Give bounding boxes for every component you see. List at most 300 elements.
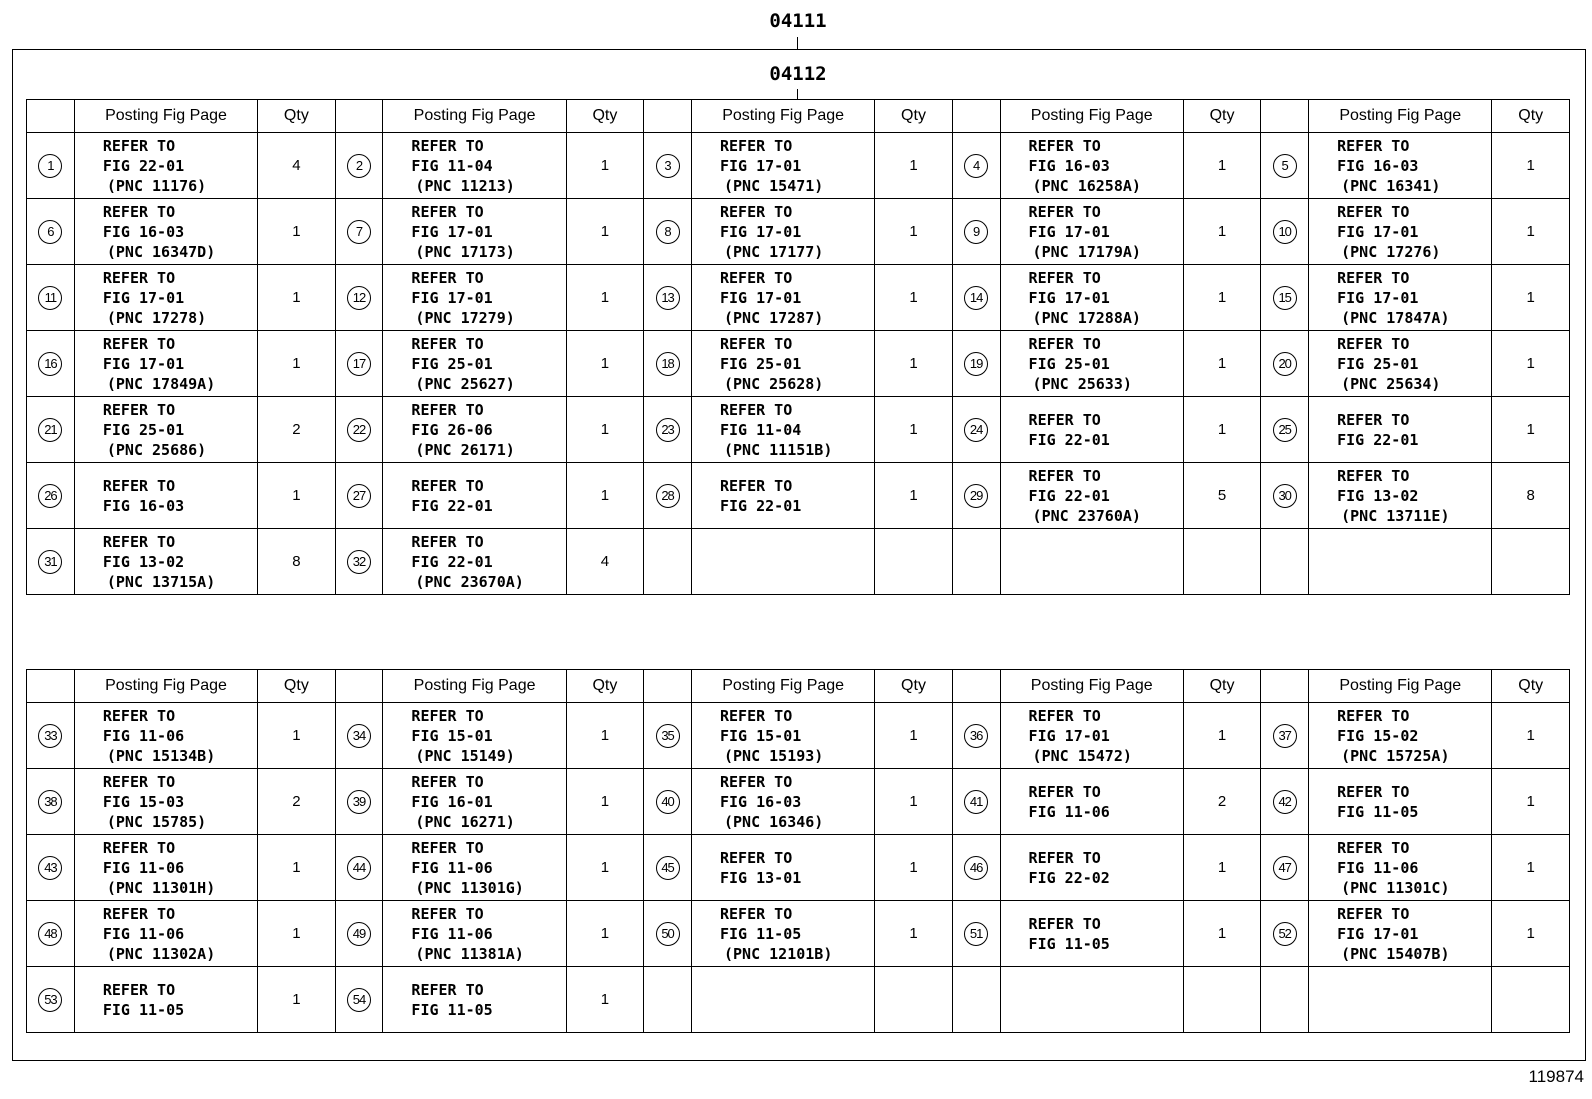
figure-reference-number: 119874: [1528, 1067, 1584, 1086]
refer-to-text: REFER TO: [102, 532, 176, 551]
qty-cell: 1: [1183, 133, 1260, 199]
pnc-reference: (PNC 17847A): [1341, 308, 1450, 327]
fig-reference[interactable]: FIG 22-01: [411, 496, 493, 515]
callout-number: 19: [964, 352, 988, 376]
callout-number: 31: [38, 550, 62, 574]
pnc-reference: (PNC 23670A): [415, 572, 524, 591]
posting-cell: [383, 529, 566, 595]
item-number-cell: [1261, 199, 1309, 265]
fig-reference[interactable]: FIG 17-01: [1337, 222, 1419, 241]
callout-number: 25: [1273, 418, 1297, 442]
fig-reference[interactable]: FIG 13-01: [719, 868, 802, 887]
posting-cell: [1309, 331, 1492, 397]
item-number-cell: [335, 331, 383, 397]
posting-cell: [1309, 199, 1492, 265]
refer-to-text: REFER TO: [1028, 202, 1101, 221]
fig-reference[interactable]: FIG 11-05: [719, 924, 802, 943]
pnc-reference: (PNC 15725A): [1341, 746, 1450, 765]
fig-reference[interactable]: FIG 25-01: [1028, 354, 1110, 373]
item-number-cell: [1261, 265, 1309, 331]
fig-reference[interactable]: FIG 17-01: [411, 222, 493, 241]
pnc-reference: (PNC 17179A): [1032, 242, 1141, 261]
item-number-cell: [1261, 703, 1309, 769]
item-number-cell: [1261, 769, 1309, 835]
callout-number: 23: [656, 418, 680, 442]
item-number-cell: [27, 397, 75, 463]
fig-reference[interactable]: FIG 17-01: [719, 222, 802, 241]
item-number-cell: [952, 835, 1000, 901]
qty-cell: 1: [1492, 703, 1570, 769]
qty-cell: 1: [875, 901, 952, 967]
posting-cell: [74, 265, 257, 331]
item-number-cell: [27, 901, 75, 967]
qty-cell: 8: [1492, 463, 1570, 529]
callout-number: 36: [964, 724, 988, 748]
refer-to-text: REFER TO: [411, 904, 484, 923]
fig-reference[interactable]: FIG 11-06: [411, 924, 493, 943]
callout-number: 48: [38, 922, 62, 946]
item-number-cell: [1261, 133, 1309, 199]
item-number-cell: [644, 967, 692, 1033]
callout-number: 37: [1273, 724, 1297, 748]
header-qty: Qty: [1492, 100, 1570, 133]
posting-cell: [691, 529, 874, 595]
fig-reference[interactable]: FIG 26-06: [411, 420, 493, 439]
header-posting-fig-page: Posting Fig Page: [691, 670, 874, 703]
table-row: [27, 265, 1570, 331]
item-number-cell: [1261, 901, 1309, 967]
posting-cell: [383, 265, 566, 331]
refer-to-text: REFER TO: [719, 706, 793, 725]
refer-to-text: REFER TO: [411, 268, 484, 287]
refer-to-text: REFER TO: [102, 202, 176, 221]
refer-to-text: REFER TO: [1028, 268, 1101, 287]
qty-cell: 1: [258, 835, 335, 901]
posting-cell: [691, 133, 874, 199]
item-number-cell: [335, 133, 383, 199]
pnc-reference: (PNC 11301C): [1341, 878, 1450, 897]
fig-reference[interactable]: FIG 11-04: [719, 420, 802, 439]
qty-cell: 1: [258, 901, 335, 967]
callout-number: 51: [964, 922, 988, 946]
qty-cell: 1: [258, 265, 335, 331]
fig-reference[interactable]: FIG 22-02: [1028, 868, 1110, 887]
fig-reference[interactable]: FIG 22-01: [1028, 486, 1110, 505]
fig-reference[interactable]: FIG 17-01: [1028, 222, 1110, 241]
posting-cell: [74, 199, 257, 265]
item-number-cell: [335, 397, 383, 463]
item-number-cell: [335, 703, 383, 769]
refer-to-text: REFER TO: [719, 772, 793, 791]
item-number-cell: [644, 397, 692, 463]
callout-number: 12: [347, 286, 371, 310]
refer-to-text: REFER TO: [1337, 268, 1410, 287]
callout-number: 5: [1273, 154, 1297, 178]
callout-number: 43: [38, 856, 62, 880]
fig-reference[interactable]: FIG 25-01: [102, 420, 185, 439]
item-number-cell: [27, 529, 75, 595]
fig-reference[interactable]: FIG 11-06: [102, 924, 185, 943]
refer-to-text: REFER TO: [1337, 904, 1410, 923]
fig-reference[interactable]: FIG 15-01: [411, 726, 493, 745]
callout-number: 10: [1273, 220, 1297, 244]
header-posting-fig-page: Posting Fig Page: [1000, 670, 1183, 703]
posting-cell: [383, 199, 566, 265]
fig-reference[interactable]: FIG 15-02: [1337, 726, 1419, 745]
item-number-cell: [1261, 331, 1309, 397]
fig-reference[interactable]: FIG 16-03: [1337, 156, 1419, 175]
fig-reference[interactable]: FIG 16-03: [719, 792, 802, 811]
callout-number: 2: [347, 154, 371, 178]
sub-code-tick: [797, 89, 798, 99]
callout-number: 38: [38, 790, 62, 814]
item-number-cell: [1261, 835, 1309, 901]
pnc-reference: (PNC 15407B): [1341, 944, 1450, 963]
posting-cell: [1000, 463, 1183, 529]
header-qty: Qty: [875, 670, 952, 703]
fig-reference[interactable]: FIG 17-01: [719, 156, 802, 175]
callout-number: 53: [38, 988, 62, 1012]
posting-cell: [1000, 901, 1183, 967]
pnc-reference: (PNC 11151B): [723, 440, 833, 459]
refer-to-text: REFER TO: [102, 334, 176, 353]
qty-cell: 1: [875, 703, 952, 769]
fig-reference[interactable]: FIG 16-03: [102, 222, 185, 241]
posting-cell: [691, 967, 874, 1033]
refer-to-text: REFER TO: [1337, 334, 1410, 353]
fig-reference[interactable]: FIG 11-04: [411, 156, 493, 175]
callout-number: 35: [656, 724, 680, 748]
refer-to-text: REFER TO: [411, 400, 484, 419]
posting-cell: [383, 769, 566, 835]
posting-cell: [1000, 835, 1183, 901]
fig-reference[interactable]: FIG 16-01: [411, 792, 493, 811]
callout-number: 15: [1273, 286, 1297, 310]
refer-to-text: REFER TO: [1028, 782, 1101, 801]
fig-reference[interactable]: FIG 25-01: [411, 354, 493, 373]
header-number-cell: [952, 670, 1000, 703]
qty-cell: 1: [1492, 835, 1570, 901]
qty-cell: 1: [566, 199, 643, 265]
header-posting-fig-page: Posting Fig Page: [1309, 670, 1492, 703]
qty-cell: 2: [258, 769, 335, 835]
item-number-cell: [644, 331, 692, 397]
callout-number: 33: [38, 724, 62, 748]
table-row: [27, 967, 1570, 1033]
fig-reference[interactable]: FIG 11-05: [1028, 934, 1110, 953]
fig-reference[interactable]: FIG 11-06: [1028, 802, 1110, 821]
qty-cell: 1: [566, 265, 643, 331]
group-code: 04111: [769, 10, 827, 32]
callout-number: 27: [347, 484, 371, 508]
item-number-cell: [27, 199, 75, 265]
pnc-reference: (PNC 15134B): [106, 746, 216, 765]
qty-cell: 1: [1183, 199, 1260, 265]
qty-cell: [1183, 967, 1260, 1033]
fig-reference[interactable]: FIG 17-01: [102, 288, 185, 307]
table-row: [27, 463, 1570, 529]
posting-cell: [1000, 529, 1183, 595]
callout-number: 13: [656, 286, 680, 310]
item-number-cell: [952, 397, 1000, 463]
posting-cell: [1309, 463, 1492, 529]
posting-cell: [1309, 265, 1492, 331]
fig-reference[interactable]: FIG 11-06: [102, 726, 185, 745]
fig-reference[interactable]: FIG 11-05: [1337, 802, 1419, 821]
qty-cell: 1: [1183, 703, 1260, 769]
qty-cell: 1: [258, 967, 335, 1033]
qty-cell: 1: [258, 703, 335, 769]
fig-reference[interactable]: FIG 16-03: [1028, 156, 1110, 175]
refer-to-text: REFER TO: [102, 838, 176, 857]
qty-cell: [875, 529, 952, 595]
qty-cell: 1: [566, 331, 643, 397]
table-row: [27, 133, 1570, 199]
qty-cell: 1: [1492, 199, 1570, 265]
qty-cell: 1: [1183, 901, 1260, 967]
callout-number: 29: [964, 484, 988, 508]
item-number-cell: [952, 529, 1000, 595]
item-number-cell: [644, 835, 692, 901]
callout-number: 14: [964, 286, 988, 310]
qty-cell: 1: [566, 397, 643, 463]
qty-cell: 1: [1492, 265, 1570, 331]
qty-cell: 5: [1183, 463, 1260, 529]
qty-cell: 4: [566, 529, 643, 595]
callout-number: 8: [656, 220, 680, 244]
callout-number: 47: [1273, 856, 1297, 880]
qty-cell: 1: [566, 769, 643, 835]
item-number-cell: [27, 835, 75, 901]
refer-to-text: REFER TO: [411, 706, 484, 725]
posting-cell: [1309, 967, 1492, 1033]
callout-number: 7: [347, 220, 371, 244]
callout-number: 39: [347, 790, 371, 814]
pnc-reference: (PNC 13715A): [106, 572, 216, 591]
header-posting-fig-page: Posting Fig Page: [691, 100, 874, 133]
pnc-reference: (PNC 17278): [106, 308, 207, 327]
posting-cell: [74, 529, 257, 595]
qty-cell: 1: [1492, 133, 1570, 199]
fig-reference[interactable]: FIG 17-01: [719, 288, 802, 307]
qty-cell: 2: [258, 397, 335, 463]
item-number-cell: [644, 703, 692, 769]
fig-reference[interactable]: FIG 15-03: [102, 792, 185, 811]
item-number-cell: [27, 703, 75, 769]
callout-number: 46: [964, 856, 988, 880]
qty-cell: 1: [875, 769, 952, 835]
item-number-cell: [335, 835, 383, 901]
item-number-cell: [335, 769, 383, 835]
callout-number: 42: [1273, 790, 1297, 814]
qty-cell: 1: [1183, 331, 1260, 397]
fig-reference[interactable]: FIG 22-01: [102, 156, 185, 175]
fig-reference[interactable]: FIG 15-01: [719, 726, 802, 745]
refer-to-text: REFER TO: [1028, 410, 1101, 429]
fig-reference[interactable]: FIG 22-01: [411, 552, 493, 571]
callout-number: 9: [964, 220, 988, 244]
posting-cell: [691, 199, 874, 265]
posting-cell: [74, 901, 257, 967]
posting-cell: [1000, 265, 1183, 331]
header-number-cell: [335, 100, 383, 133]
table-row: [27, 199, 1570, 265]
header-row: [27, 100, 1570, 133]
header-posting-fig-page: Posting Fig Page: [1000, 100, 1183, 133]
posting-cell: [1000, 769, 1183, 835]
item-number-cell: [27, 265, 75, 331]
refer-to-text: REFER TO: [1028, 334, 1101, 353]
posting-cell: [74, 967, 257, 1033]
posting-cell: [383, 967, 566, 1033]
header-number-cell: [1261, 100, 1309, 133]
callout-number: 32: [347, 550, 371, 574]
refer-to-text: REFER TO: [1028, 466, 1101, 485]
refer-to-text: REFER TO: [719, 848, 793, 867]
posting-cell: [1309, 703, 1492, 769]
item-number-cell: [644, 199, 692, 265]
posting-cell: [691, 331, 874, 397]
qty-cell: 1: [875, 463, 952, 529]
callout-number: 6: [38, 220, 62, 244]
fig-reference[interactable]: FIG 25-01: [1337, 354, 1419, 373]
header-number-cell: [644, 670, 692, 703]
posting-cell: [383, 397, 566, 463]
qty-cell: 1: [566, 835, 643, 901]
qty-cell: 2: [1183, 769, 1260, 835]
refer-to-text: REFER TO: [1337, 466, 1410, 485]
qty-cell: 1: [1183, 397, 1260, 463]
item-number-cell: [1261, 529, 1309, 595]
group-code-tick: [797, 37, 798, 49]
posting-cell: [383, 835, 566, 901]
refer-to-text: REFER TO: [1028, 848, 1101, 867]
fig-reference[interactable]: FIG 11-05: [102, 1000, 185, 1019]
posting-cell: [383, 703, 566, 769]
pnc-reference: (PNC 12101B): [723, 944, 833, 963]
refer-to-text: REFER TO: [411, 334, 484, 353]
fig-reference[interactable]: FIG 22-01: [719, 496, 802, 515]
item-number-cell: [1261, 463, 1309, 529]
refer-to-text: REFER TO: [1337, 136, 1410, 155]
fig-reference[interactable]: FIG 17-01: [1028, 726, 1110, 745]
fig-reference[interactable]: FIG 17-01: [102, 354, 185, 373]
pnc-reference: (PNC 25633): [1032, 374, 1132, 393]
fig-reference[interactable]: FIG 11-06: [411, 858, 493, 877]
pnc-reference: (PNC 23760A): [1032, 506, 1141, 525]
pnc-reference: (PNC 11301G): [415, 878, 524, 897]
refer-to-text: REFER TO: [1028, 136, 1101, 155]
pnc-reference: (PNC 16346): [723, 812, 824, 831]
pnc-reference: (PNC 15149): [415, 746, 515, 765]
qty-cell: [875, 967, 952, 1033]
header-row: [27, 670, 1570, 703]
callout-number: 52: [1273, 922, 1297, 946]
qty-cell: 1: [258, 199, 335, 265]
qty-cell: 1: [1492, 331, 1570, 397]
callout-number: 45: [656, 856, 680, 880]
item-number-cell: [1261, 967, 1309, 1033]
pnc-reference: (PNC 16347D): [106, 242, 216, 261]
fig-reference[interactable]: FIG 13-02: [102, 552, 185, 571]
callout-number: 41: [964, 790, 988, 814]
fig-reference[interactable]: FIG 16-03: [102, 496, 185, 515]
pnc-reference: (PNC 17177): [723, 242, 824, 261]
refer-to-text: REFER TO: [1337, 202, 1410, 221]
fig-reference[interactable]: FIG 17-01: [1337, 924, 1419, 943]
qty-cell: 1: [875, 835, 952, 901]
item-number-cell: [27, 769, 75, 835]
refer-to-text: REFER TO: [719, 334, 793, 353]
pnc-reference: (PNC 17276): [1341, 242, 1441, 261]
item-number-cell: [27, 331, 75, 397]
qty-cell: 1: [566, 463, 643, 529]
header-number-cell: [952, 100, 1000, 133]
pnc-reference: (PNC 15193): [723, 746, 824, 765]
item-number-cell: [952, 703, 1000, 769]
pnc-reference: (PNC 11213): [415, 176, 515, 195]
callout-number: 3: [656, 154, 680, 178]
posting-cell: [1309, 529, 1492, 595]
fig-reference[interactable]: FIG 17-01: [411, 288, 493, 307]
header-posting-fig-page: Posting Fig Page: [383, 100, 566, 133]
refer-to-text: REFER TO: [102, 980, 176, 999]
qty-cell: 1: [258, 463, 335, 529]
callout-number: 50: [656, 922, 680, 946]
callout-number: 49: [347, 922, 371, 946]
fig-reference[interactable]: FIG 22-01: [1028, 430, 1110, 449]
refer-to-text: REFER TO: [719, 268, 793, 287]
refer-to-text: REFER TO: [411, 476, 484, 495]
item-number-cell: [335, 901, 383, 967]
table-row: [27, 769, 1570, 835]
pnc-reference: (PNC 17849A): [106, 374, 216, 393]
refer-to-text: REFER TO: [719, 136, 793, 155]
refer-to-text: REFER TO: [719, 476, 793, 495]
fig-reference[interactable]: FIG 22-01: [1337, 430, 1419, 449]
item-number-cell: [335, 265, 383, 331]
callout-number: 40: [656, 790, 680, 814]
header-qty: Qty: [258, 100, 335, 133]
callout-number: 1: [38, 154, 62, 178]
fig-reference[interactable]: FIG 17-01: [1337, 288, 1419, 307]
fig-reference[interactable]: FIG 11-06: [1337, 858, 1419, 877]
posting-cell: [691, 901, 874, 967]
fig-reference[interactable]: FIG 11-05: [411, 1000, 493, 1019]
fig-reference[interactable]: FIG 13-02: [1337, 486, 1419, 505]
qty-cell: 1: [875, 397, 952, 463]
callout-number: 28: [656, 484, 680, 508]
callout-number: 4: [964, 154, 988, 178]
refer-to-text: REFER TO: [1337, 410, 1410, 429]
refer-to-text: REFER TO: [411, 838, 484, 857]
item-number-cell: [644, 265, 692, 331]
refer-to-text: REFER TO: [411, 772, 484, 791]
qty-cell: 1: [875, 199, 952, 265]
fig-reference[interactable]: FIG 25-01: [719, 354, 802, 373]
posting-cell: [691, 703, 874, 769]
fig-reference[interactable]: FIG 17-01: [1028, 288, 1110, 307]
fig-reference[interactable]: FIG 11-06: [102, 858, 185, 877]
pnc-reference: (PNC 26171): [415, 440, 515, 459]
qty-cell: 1: [258, 331, 335, 397]
posting-cell: [691, 463, 874, 529]
qty-cell: 8: [258, 529, 335, 595]
qty-cell: 1: [1183, 265, 1260, 331]
callout-number: 21: [38, 418, 62, 442]
item-number-cell: [1261, 397, 1309, 463]
parts-table-upper: [26, 99, 1570, 595]
